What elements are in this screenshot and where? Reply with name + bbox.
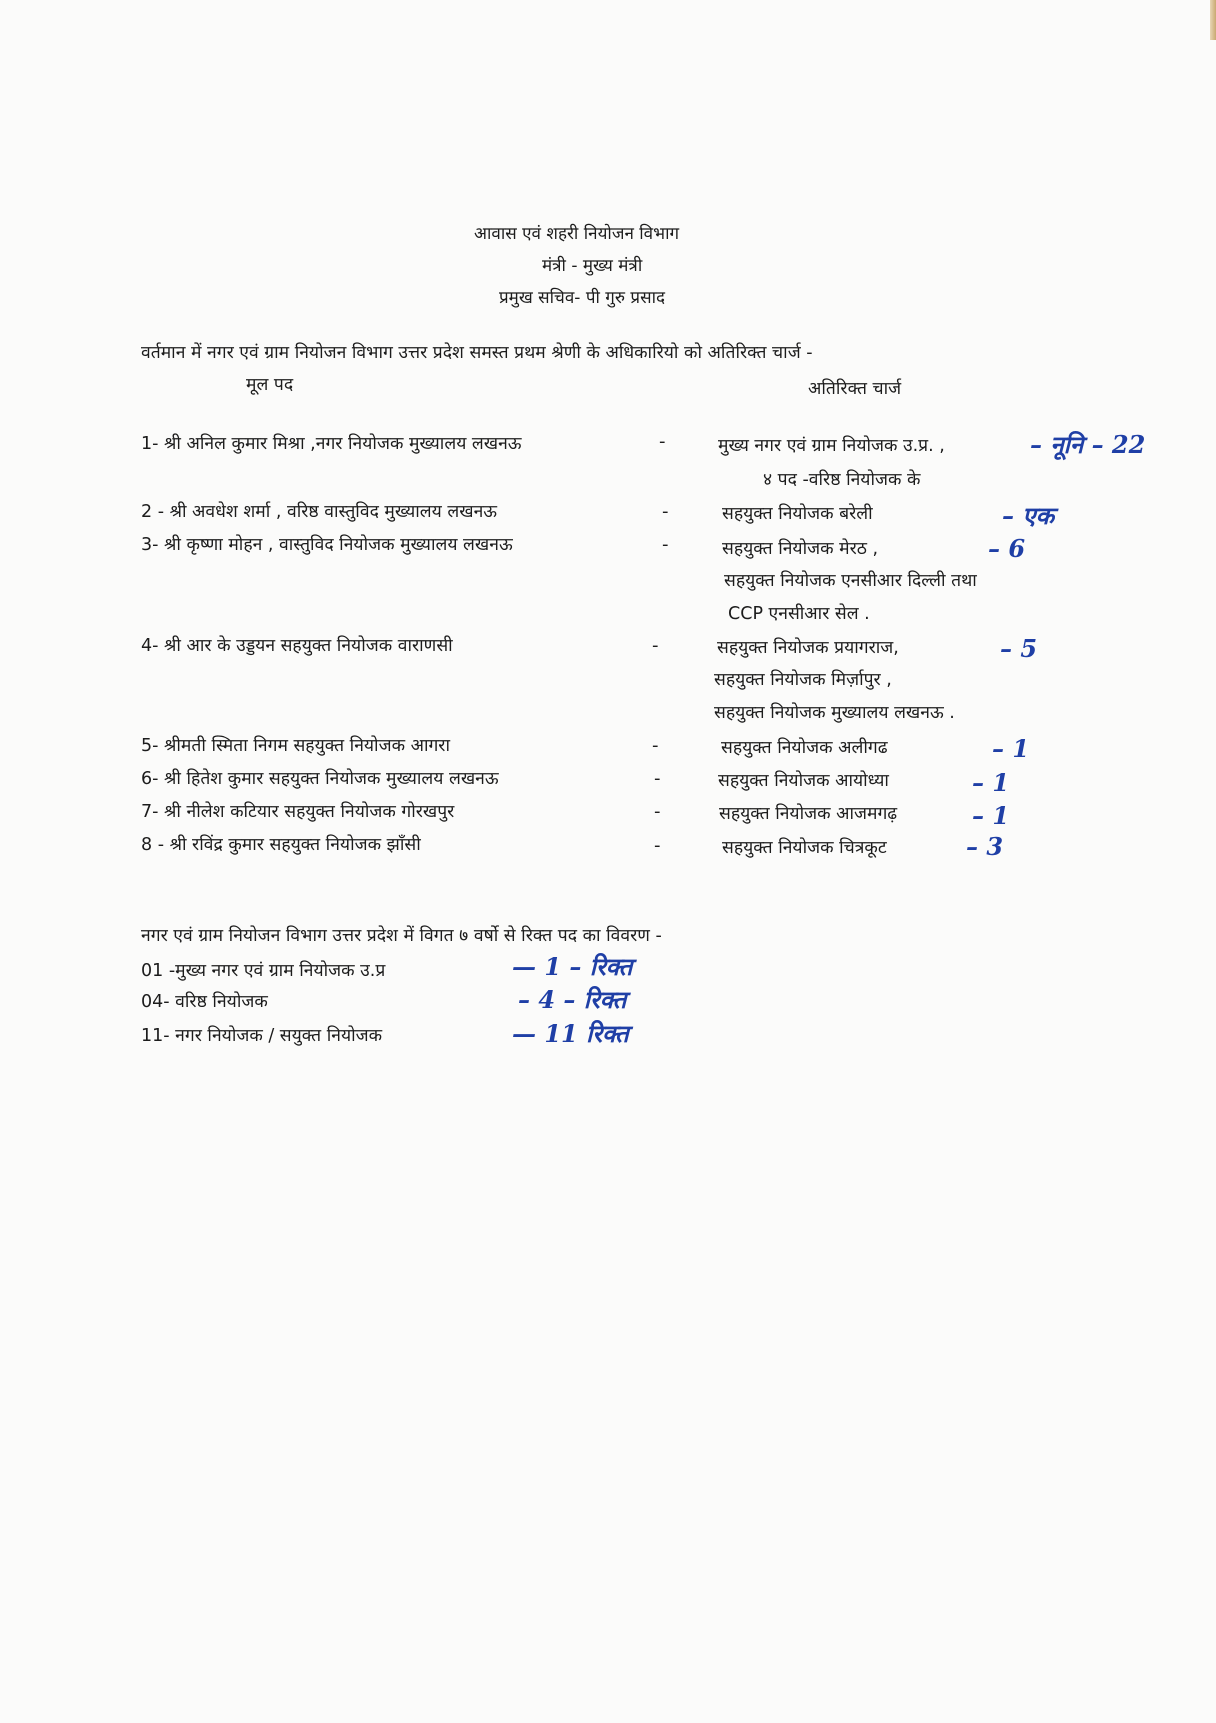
officer-name: 2 - श्री अवधेश शर्मा , वरिष्ठ वास्तुविद मुख्यालय लखनऊ	[141, 502, 498, 522]
secretary-line: प्रमुख सचिव- पी गुरु प्रसाद	[499, 288, 666, 308]
charge-line: सहयुक्त नियोजक एनसीआर दिल्ली तथा	[724, 571, 977, 591]
separator-dash: -	[652, 635, 659, 656]
handwritten-note: — 1 – रिक्त	[512, 952, 633, 981]
intro-text: वर्तमान में नगर एवं ग्राम नियोजन विभाग उत्तर प्रदेश समस्त प्रथम श्रेणी के अधिकारियो को अतिरिक्त चार्ज -	[141, 343, 813, 363]
department-title: आवास एवं शहरी नियोजन विभाग	[474, 224, 680, 244]
charge-line: सहयुक्त नियोजक चित्रकूट	[722, 838, 887, 858]
charge-line: सहयुक्त नियोजक अलीगढ	[721, 738, 888, 758]
handwritten-note: – एक	[1002, 501, 1055, 530]
charge-line: सहयुक्त नियोजक मेरठ ,	[722, 539, 879, 559]
vacancy-label: 11- नगर नियोजक / सयुक्त नियोजक	[141, 1026, 383, 1046]
separator-dash: -	[662, 534, 669, 555]
officer-name: 6- श्री हितेश कुमार सहयुक्त नियोजक मुख्यालय लखनऊ	[141, 769, 499, 789]
separator-dash: -	[659, 431, 666, 452]
scan-edge	[1210, 0, 1216, 40]
handwritten-note: – 4 – रिक्त	[518, 985, 627, 1014]
separator-dash: -	[662, 501, 669, 522]
officer-name: 3- श्री कृष्णा मोहन , वास्तुविद नियोजक मुख्यालय लखनऊ	[141, 535, 513, 555]
handwritten-note: — 11 रिक्त	[512, 1019, 629, 1048]
handwritten-note: – 5	[1000, 634, 1038, 663]
charge-line: सहयुक्त नियोजक मुख्यालय लखनऊ .	[714, 703, 955, 723]
charge-line: सहयुक्त नियोजक मिर्ज़ापुर ,	[714, 670, 892, 690]
charge-line: ४ पद -वरिष्ठ नियोजक के	[763, 470, 921, 490]
handwritten-note: – 6	[988, 534, 1026, 563]
handwritten-note: – 1	[972, 801, 1010, 830]
vacancy-label: 01 -मुख्य नगर एवं ग्राम नियोजक उ.प्र	[141, 961, 386, 981]
officer-name: 4- श्री आर के उड्डयन सहयुक्त नियोजक वाराणसी	[141, 636, 453, 656]
handwritten-note: – 1	[992, 734, 1030, 763]
column-left-heading: मूल पद	[246, 375, 294, 395]
separator-dash: -	[652, 735, 659, 756]
handwritten-note: – 3	[966, 832, 1004, 861]
charge-line: CCP एनसीआर सेल .	[728, 604, 870, 624]
minister-line: मंत्री - मुख्य मंत्री	[542, 256, 643, 276]
officer-name: 1- श्री अनिल कुमार मिश्रा ,नगर नियोजक मुख्यालय लखनऊ	[141, 434, 522, 454]
handwritten-note: – 1	[972, 768, 1010, 797]
separator-dash: -	[654, 835, 661, 856]
charge-line: मुख्य नगर एवं ग्राम नियोजक उ.प्र. ,	[718, 436, 945, 456]
charge-line: सहयुक्त नियोजक बरेली	[722, 504, 873, 524]
separator-dash: -	[654, 768, 661, 789]
officer-name: 5- श्रीमती स्मिता निगम सहयुक्त नियोजक आगरा	[141, 736, 451, 756]
column-right-heading: अतिरिक्त चार्ज	[808, 379, 902, 399]
separator-dash: -	[654, 801, 661, 822]
officer-name: 8 - श्री रविंद्र कुमार सहयुक्त नियोजक झाँसी	[141, 835, 421, 855]
charge-line: सहयुक्त नियोजक आजमगढ़	[719, 804, 898, 824]
vacancy-label: 04- वरिष्ठ नियोजक	[141, 992, 268, 1012]
handwritten-note: – नूनि – 22	[1030, 430, 1146, 459]
charge-line: सहयुक्त नियोजक प्रयागराज,	[717, 638, 899, 658]
charge-line: सहयुक्त नियोजक आयोध्या	[718, 771, 889, 791]
officer-name: 7- श्री नीलेश कटियार सहयुक्त नियोजक गोरखपुर	[141, 802, 455, 822]
vacancy-title: नगर एवं ग्राम नियोजन विभाग उत्तर प्रदेश में विगत ७ वर्षो से रिक्त पद का विवरण -	[141, 926, 662, 946]
